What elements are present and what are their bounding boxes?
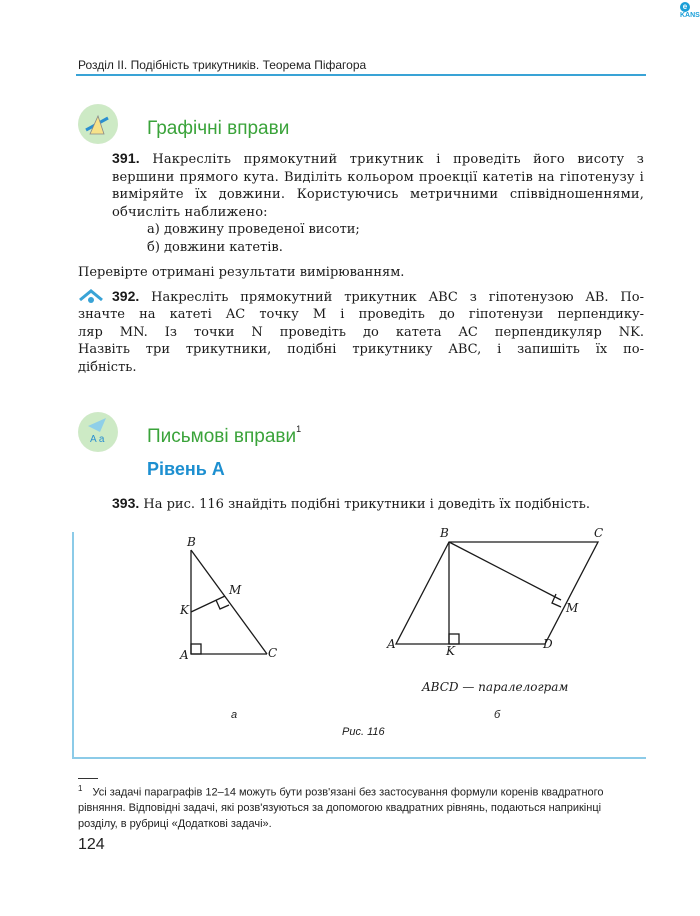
exercise-392-line3: ляр MN. Із точки N проведіть до катета AC перпендикуляр NK.: [78, 324, 644, 340]
exercise-391: [112, 150, 644, 256]
exercise-393: 393. На рис. 116 знайдіть подібні трикутники і доведіть їх подібність.: [112, 495, 590, 512]
footnote-rule: [78, 778, 98, 779]
advanced-task-icon: [78, 288, 104, 308]
label-a-M: M: [229, 583, 242, 597]
footnote-mark: 1: [78, 784, 83, 793]
figure-116: [72, 520, 644, 758]
triangle-figure-a: [191, 550, 267, 654]
exercise-391-text: 391. Накресліть прямокутний трикутник і проведіть його висоту з вершини прямого кута. Виділіть кольором проекції катетів на гіпотенузу і виміряйте їх довжини. Користуючись метричними співвідношеннями, обчисліть наближено:: [112, 150, 644, 220]
level-heading: Рівень А: [147, 459, 225, 479]
footnote-text: Усі задачі параграфів 12–14 можуть бути розв'язані без застосування формули коренів квадратного рівняння. Відповідні задачі, які розв'язуються за допомогою квадратних рівнянь, подаються наприкінці розділу, в рубриці «Додаткові задачі».: [78, 786, 604, 830]
parallelogram-figure-b: [396, 542, 598, 644]
written-exercises-icon: [78, 412, 118, 452]
exercise-393-number: 393.: [112, 495, 140, 511]
label-b-D: D: [543, 637, 553, 651]
label-a-A: A: [180, 648, 189, 662]
label-b-A: A: [387, 637, 396, 651]
page-number: 124: [78, 836, 105, 853]
subfigure-label-b: б: [494, 709, 501, 721]
exercise-391-item-a: а) довжину проведеної висоти;: [147, 222, 360, 237]
exercise-392-line1: 392. Накресліть прямокутний трикутник ABC з гіпотенузою AB. По-: [112, 288, 644, 305]
footnote: [78, 781, 643, 832]
parallelogram-note: ABCD — паралелограм: [422, 680, 569, 694]
label-b-C: C: [594, 526, 604, 540]
header-rule: [76, 74, 646, 76]
label-a-B: B: [187, 535, 196, 549]
label-a-C: C: [268, 646, 278, 660]
exercise-391-number: 391.: [112, 150, 140, 166]
svg-text:A a: A a: [90, 434, 105, 445]
publisher-logo: eKANS: [680, 2, 700, 19]
exercise-392: [112, 288, 644, 307]
exercise-391-check: Перевірте отримані результати вимірюванням.: [78, 265, 405, 280]
exercise-392-line5: дібність.: [78, 359, 137, 375]
label-b-M: M: [566, 601, 579, 615]
section-title-graphic: Графічні вправи: [147, 118, 290, 139]
subfigure-label-a: а: [231, 709, 238, 721]
label-b-K: K: [446, 644, 455, 658]
figure-caption: Рис. 116: [342, 726, 385, 738]
running-header: Розділ ІІ. Подібність трикутників. Теорема Піфагора: [78, 58, 367, 72]
label-a-K: K: [180, 603, 189, 617]
section-title-written: Письмові вправи$^1$: [147, 424, 302, 447]
label-b-B: B: [440, 526, 449, 540]
exercise-391-item-b: б) довжини катетів.: [147, 239, 283, 255]
graphic-exercises-icon: [78, 104, 118, 144]
footnote-ref: 1: [296, 424, 302, 434]
exercise-392-line2: значте на катеті AC точку M і проведіть до гіпотенузи перпендику-: [78, 307, 644, 322]
exercise-392-line4: Назвіть три трикутники, подібні трикутнику ABC, і запишіть їх по-: [78, 342, 644, 357]
